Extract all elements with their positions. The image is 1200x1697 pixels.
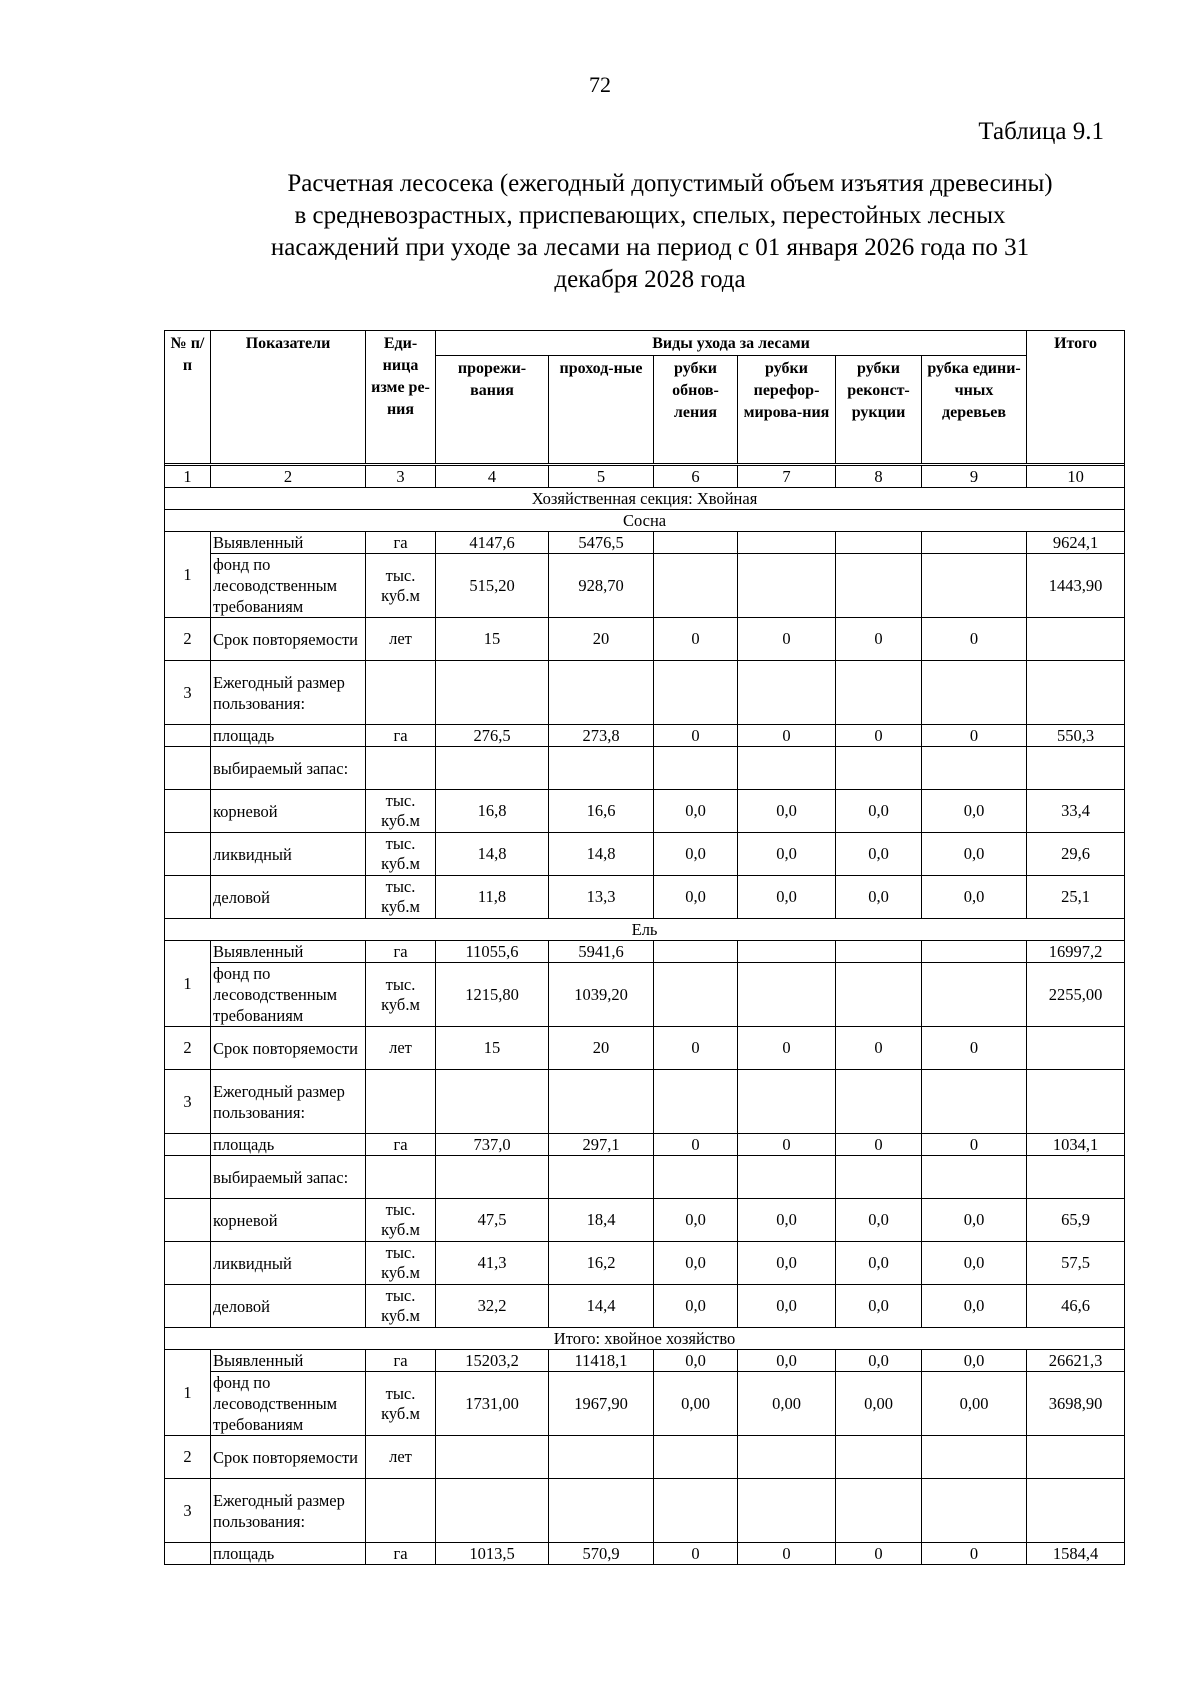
empty-cell: [922, 747, 1027, 790]
empty-cell: [836, 747, 922, 790]
indicator-label: корневой: [211, 790, 366, 833]
fund-row: [165, 941, 1125, 963]
indicator-label: фонд по лесоводственным требованиям: [211, 1372, 366, 1436]
value-cell: [738, 941, 836, 963]
value-cell: 0: [738, 1543, 836, 1565]
empty-cell: [549, 747, 654, 790]
value-cell: 29,6: [1027, 833, 1125, 876]
value-cell: 515,20: [436, 554, 549, 618]
empty-cell: [549, 1479, 654, 1543]
header-thinning: прорежи-вания: [436, 356, 549, 464]
period-row: [165, 1027, 1125, 1070]
header-single-trees: рубка едини-чных деревьев: [922, 356, 1027, 464]
value-cell: [1027, 1436, 1125, 1479]
value-cell: 0,0: [654, 833, 738, 876]
empty-cell: [654, 1479, 738, 1543]
unit-cell: тыс. куб.м: [366, 963, 436, 1027]
value-cell: 14,4: [549, 1285, 654, 1328]
value-cell: 1584,4: [1027, 1543, 1125, 1565]
value-cell: 14,8: [436, 833, 549, 876]
empty-cell: [738, 1479, 836, 1543]
value-cell: 20: [549, 1027, 654, 1070]
value-cell: 14,8: [549, 833, 654, 876]
value-cell: 0,0: [738, 790, 836, 833]
value-cell: 276,5: [436, 725, 549, 747]
value-cell: [654, 1436, 738, 1479]
column-number-row: [165, 466, 1125, 488]
section-title: Ель: [165, 919, 1125, 941]
yearly-row: [165, 1479, 1125, 1543]
value-cell: 0,00: [836, 1372, 922, 1436]
value-cell: 0: [654, 725, 738, 747]
value-cell: 550,3: [1027, 725, 1125, 747]
value-cell: [654, 532, 738, 554]
value-cell: 0,0: [922, 1242, 1027, 1285]
value-cell: 0,0: [738, 1242, 836, 1285]
empty-cell: [1027, 1070, 1125, 1134]
value-cell: 0,0: [738, 833, 836, 876]
value-cell: 0: [738, 1027, 836, 1070]
value-cell: [1027, 1027, 1125, 1070]
section-row: [165, 919, 1125, 941]
value-cell: 41,3: [436, 1242, 549, 1285]
section-row: [165, 488, 1125, 510]
value-cell: [738, 532, 836, 554]
indicator-label: площадь: [211, 1543, 366, 1565]
value-cell: [836, 941, 922, 963]
unit-cell: тыс. куб.м: [366, 790, 436, 833]
empty-cell: [165, 747, 211, 790]
value-cell: 57,5: [1027, 1242, 1125, 1285]
unit-cell: га: [366, 1543, 436, 1565]
row-number: 2: [165, 1436, 211, 1479]
empty-cell: [165, 1285, 211, 1328]
unit-cell: га: [366, 532, 436, 554]
value-cell: 15: [436, 1027, 549, 1070]
value-cell: 0: [922, 618, 1027, 661]
area-row: [165, 1543, 1125, 1565]
value-cell: 0: [836, 1543, 922, 1565]
empty-cell: [922, 1070, 1027, 1134]
empty-cell: [654, 1070, 738, 1134]
indicator-label: Срок повторяемости: [211, 1027, 366, 1070]
forest-care-table: [164, 330, 1125, 1565]
header-num: № п/п: [165, 331, 211, 464]
area-row: [165, 725, 1125, 747]
value-cell: 0: [836, 1134, 922, 1156]
empty-cell: [836, 1070, 922, 1134]
value-cell: 273,8: [549, 725, 654, 747]
value-cell: 0: [654, 1027, 738, 1070]
period-row: [165, 1436, 1125, 1479]
value-cell: 0: [654, 1134, 738, 1156]
area-row: [165, 1134, 1125, 1156]
unit-cell: га: [366, 941, 436, 963]
value-cell: 4147,6: [436, 532, 549, 554]
value-cell: 0,0: [922, 833, 1027, 876]
value-cell: 18,4: [549, 1199, 654, 1242]
value-cell: 0,00: [738, 1372, 836, 1436]
unit-cell: тыс. куб.м: [366, 1285, 436, 1328]
value-cell: 737,0: [436, 1134, 549, 1156]
value-cell: 9624,1: [1027, 532, 1125, 554]
empty-cell: [436, 747, 549, 790]
indicator-label: Выявленный: [211, 532, 366, 554]
stock-value-row: [165, 876, 1125, 919]
indicator-label: деловой: [211, 1285, 366, 1328]
value-cell: 0,0: [738, 1350, 836, 1372]
value-cell: 46,6: [1027, 1285, 1125, 1328]
column-number: 8: [836, 466, 922, 488]
value-cell: 0,0: [654, 1242, 738, 1285]
indicator-label: Ежегодный размер пользования:: [211, 1070, 366, 1134]
unit-cell: тыс. куб.м: [366, 1242, 436, 1285]
table-title: [190, 168, 1110, 296]
empty-cell: [165, 1199, 211, 1242]
empty-cell: [549, 1156, 654, 1199]
value-cell: 5476,5: [549, 532, 654, 554]
indicator-label: ликвидный: [211, 1242, 366, 1285]
header-passage: проход-ные: [549, 356, 654, 464]
empty-cell: [1027, 1479, 1125, 1543]
value-cell: 1731,00: [436, 1372, 549, 1436]
section-title: Хозяйственная секция: Хвойная: [165, 488, 1125, 510]
empty-cell: [165, 833, 211, 876]
header-indicator: Показатели: [211, 331, 366, 464]
value-cell: [738, 1436, 836, 1479]
section-title: Итого: хвойное хозяйство: [165, 1328, 1125, 1350]
empty-cell: [165, 1543, 211, 1565]
empty-cell: [738, 1070, 836, 1134]
value-cell: 0,00: [654, 1372, 738, 1436]
value-cell: 1443,90: [1027, 554, 1125, 618]
value-cell: 47,5: [436, 1199, 549, 1242]
value-cell: [922, 941, 1027, 963]
unit-cell: тыс. куб.м: [366, 1372, 436, 1436]
header-reconstruction: рубки реконст-рукции: [836, 356, 922, 464]
column-number: 3: [366, 466, 436, 488]
value-cell: 16,6: [549, 790, 654, 833]
section-row: [165, 1328, 1125, 1350]
value-cell: 928,70: [549, 554, 654, 618]
header-unit: Еди-ница изме ре-ния: [366, 331, 436, 464]
column-number: 9: [922, 466, 1027, 488]
fund-row: [165, 1372, 1125, 1436]
indicator-label: Срок повторяемости: [211, 618, 366, 661]
value-cell: 0,0: [654, 1199, 738, 1242]
empty-cell: [165, 790, 211, 833]
empty-cell: [738, 747, 836, 790]
fund-row: [165, 554, 1125, 618]
value-cell: 0: [836, 725, 922, 747]
value-cell: [654, 554, 738, 618]
empty-cell: [549, 1070, 654, 1134]
header-row: [165, 331, 1125, 356]
value-cell: 0,0: [738, 1199, 836, 1242]
header-total: Итого: [1027, 331, 1125, 464]
value-cell: [922, 554, 1027, 618]
indicator-label: ликвидный: [211, 833, 366, 876]
value-cell: 15: [436, 618, 549, 661]
value-cell: 11,8: [436, 876, 549, 919]
column-number: 10: [1027, 466, 1125, 488]
value-cell: 1013,5: [436, 1543, 549, 1565]
value-cell: 0,0: [922, 1199, 1027, 1242]
fund-row: [165, 1350, 1125, 1372]
value-cell: 297,1: [549, 1134, 654, 1156]
value-cell: 0,0: [922, 1285, 1027, 1328]
value-cell: 0,0: [738, 876, 836, 919]
value-cell: 1967,90: [549, 1372, 654, 1436]
empty-cell: [836, 661, 922, 725]
value-cell: 1034,1: [1027, 1134, 1125, 1156]
stock-row: [165, 747, 1125, 790]
empty-cell: [165, 725, 211, 747]
table-label: Таблица 9.1: [978, 118, 1104, 145]
indicator-label: выбираемый запас:: [211, 1156, 366, 1199]
row-number: 1: [165, 1350, 211, 1436]
value-cell: 0,0: [654, 1285, 738, 1328]
value-cell: [654, 941, 738, 963]
column-number: 5: [549, 466, 654, 488]
value-cell: 0: [738, 725, 836, 747]
value-cell: 25,1: [1027, 876, 1125, 919]
value-cell: [836, 963, 922, 1027]
empty-cell: [436, 1070, 549, 1134]
value-cell: 0: [654, 1543, 738, 1565]
value-cell: 15203,2: [436, 1350, 549, 1372]
empty-cell: [836, 1156, 922, 1199]
indicator-label: Ежегодный размер пользования:: [211, 661, 366, 725]
empty-cell: [922, 661, 1027, 725]
value-cell: 0,0: [836, 790, 922, 833]
indicator-label: площадь: [211, 1134, 366, 1156]
empty-cell: [738, 1156, 836, 1199]
value-cell: 0: [922, 1027, 1027, 1070]
stock-value-row: [165, 1199, 1125, 1242]
empty-cell: [1027, 661, 1125, 725]
stock-row: [165, 1156, 1125, 1199]
unit-cell: тыс. куб.м: [366, 876, 436, 919]
empty-cell: [436, 661, 549, 725]
value-cell: 0,0: [836, 1350, 922, 1372]
unit-cell: лет: [366, 618, 436, 661]
row-number: 3: [165, 1070, 211, 1134]
value-cell: [738, 554, 836, 618]
unit-cell: тыс. куб.м: [366, 554, 436, 618]
value-cell: 1039,20: [549, 963, 654, 1027]
empty-cell: [165, 876, 211, 919]
column-number: 4: [436, 466, 549, 488]
value-cell: 0,0: [922, 876, 1027, 919]
yearly-row: [165, 1070, 1125, 1134]
empty-cell: [366, 661, 436, 725]
empty-cell: [366, 1070, 436, 1134]
value-cell: 0,0: [654, 790, 738, 833]
value-cell: 0,0: [738, 1285, 836, 1328]
value-cell: 1215,80: [436, 963, 549, 1027]
empty-cell: [654, 661, 738, 725]
empty-cell: [654, 1156, 738, 1199]
value-cell: 16,2: [549, 1242, 654, 1285]
value-cell: [836, 1436, 922, 1479]
value-cell: 570,9: [549, 1543, 654, 1565]
value-cell: [836, 532, 922, 554]
empty-cell: [922, 1156, 1027, 1199]
value-cell: [738, 963, 836, 1027]
unit-cell: лет: [366, 1436, 436, 1479]
row-number: 1: [165, 941, 211, 1027]
value-cell: [922, 1436, 1027, 1479]
header-renewal: рубки обнов-ления: [654, 356, 738, 464]
indicator-label: выбираемый запас:: [211, 747, 366, 790]
title-line: декабря 2028 года: [554, 266, 746, 293]
value-cell: 0: [836, 618, 922, 661]
value-cell: 33,4: [1027, 790, 1125, 833]
section-title: Сосна: [165, 510, 1125, 532]
value-cell: 20: [549, 618, 654, 661]
value-cell: 16997,2: [1027, 941, 1125, 963]
value-cell: 13,3: [549, 876, 654, 919]
unit-cell: га: [366, 1350, 436, 1372]
value-cell: [922, 532, 1027, 554]
indicator-label: деловой: [211, 876, 366, 919]
column-number: 1: [165, 466, 211, 488]
indicator-label: площадь: [211, 725, 366, 747]
value-cell: 3698,90: [1027, 1372, 1125, 1436]
empty-cell: [366, 747, 436, 790]
value-cell: [549, 1436, 654, 1479]
section-row: [165, 510, 1125, 532]
unit-cell: лет: [366, 1027, 436, 1070]
empty-cell: [1027, 747, 1125, 790]
empty-cell: [436, 1479, 549, 1543]
value-cell: 0,0: [922, 1350, 1027, 1372]
empty-cell: [165, 1156, 211, 1199]
row-number: 3: [165, 1479, 211, 1543]
value-cell: 0,0: [922, 790, 1027, 833]
empty-cell: [836, 1479, 922, 1543]
empty-cell: [922, 1479, 1027, 1543]
period-row: [165, 618, 1125, 661]
fund-row: [165, 532, 1125, 554]
header-group: Виды ухода за лесами: [436, 331, 1027, 356]
unit-cell: тыс. куб.м: [366, 833, 436, 876]
page-number: 72: [589, 72, 611, 97]
value-cell: [836, 554, 922, 618]
value-cell: [1027, 618, 1125, 661]
value-cell: 11055,6: [436, 941, 549, 963]
empty-cell: [654, 747, 738, 790]
value-cell: 2255,00: [1027, 963, 1125, 1027]
value-cell: 0: [654, 618, 738, 661]
value-cell: 5941,6: [549, 941, 654, 963]
title-line: Расчетная лесосека (ежегодный допустимый объем изъятия древесины): [287, 170, 1053, 197]
yearly-row: [165, 661, 1125, 725]
value-cell: 16,8: [436, 790, 549, 833]
value-cell: 0,0: [836, 1199, 922, 1242]
value-cell: 0,0: [654, 876, 738, 919]
row-number: 1: [165, 532, 211, 618]
empty-cell: [436, 1156, 549, 1199]
row-number: 3: [165, 661, 211, 725]
value-cell: 0: [738, 1134, 836, 1156]
value-cell: [922, 963, 1027, 1027]
stock-value-row: [165, 833, 1125, 876]
stock-value-row: [165, 1285, 1125, 1328]
value-cell: [436, 1436, 549, 1479]
stock-value-row: [165, 790, 1125, 833]
stock-value-row: [165, 1242, 1125, 1285]
header-reformation: рубки перефор-мирова-ния: [738, 356, 836, 464]
indicator-label: фонд по лесоводственным требованиям: [211, 963, 366, 1027]
indicator-label: Ежегодный размер пользования:: [211, 1479, 366, 1543]
indicator-label: Выявленный: [211, 941, 366, 963]
value-cell: 11418,1: [549, 1350, 654, 1372]
value-cell: [654, 963, 738, 1027]
title-line: насаждений при уходе за лесами на период с 01 января 2026 года по 31: [270, 234, 1030, 261]
value-cell: 0,0: [836, 833, 922, 876]
empty-cell: [165, 1134, 211, 1156]
empty-cell: [549, 661, 654, 725]
value-cell: 0,0: [836, 1285, 922, 1328]
column-number: 7: [738, 466, 836, 488]
empty-cell: [165, 1242, 211, 1285]
empty-cell: [1027, 1156, 1125, 1199]
indicator-label: корневой: [211, 1199, 366, 1242]
unit-cell: га: [366, 1134, 436, 1156]
column-number: 6: [654, 466, 738, 488]
value-cell: 0,0: [836, 876, 922, 919]
unit-cell: тыс. куб.м: [366, 1199, 436, 1242]
indicator-label: Выявленный: [211, 1350, 366, 1372]
value-cell: 0: [738, 618, 836, 661]
row-number: 2: [165, 618, 211, 661]
value-cell: 32,2: [436, 1285, 549, 1328]
empty-cell: [738, 661, 836, 725]
indicator-label: Срок повторяемости: [211, 1436, 366, 1479]
indicator-label: фонд по лесоводственным требованиям: [211, 554, 366, 618]
value-cell: 0: [836, 1027, 922, 1070]
value-cell: 0: [922, 1543, 1027, 1565]
value-cell: 0,00: [922, 1372, 1027, 1436]
value-cell: 0: [922, 1134, 1027, 1156]
value-cell: 26621,3: [1027, 1350, 1125, 1372]
column-number: 2: [211, 466, 366, 488]
title-line: в средневозрастных, приспевающих, спелых, перестойных лесных: [294, 202, 1006, 229]
empty-cell: [366, 1156, 436, 1199]
row-number: 2: [165, 1027, 211, 1070]
value-cell: 0,0: [654, 1350, 738, 1372]
value-cell: 0: [922, 725, 1027, 747]
empty-cell: [366, 1479, 436, 1543]
value-cell: 65,9: [1027, 1199, 1125, 1242]
unit-cell: га: [366, 725, 436, 747]
value-cell: 0,0: [836, 1242, 922, 1285]
fund-row: [165, 963, 1125, 1027]
